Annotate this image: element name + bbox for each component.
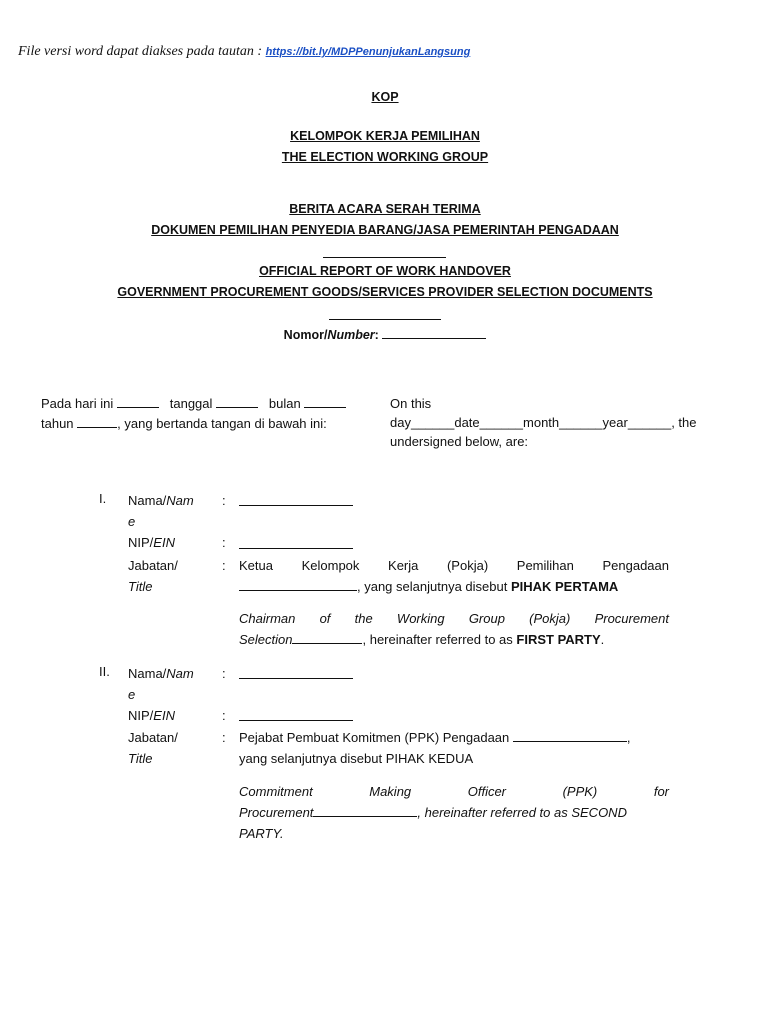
party2-title-label: Jabatan/ Title <box>128 730 178 766</box>
group-title-en: THE ELECTION WORKING GROUP <box>281 150 489 164</box>
doc-title-en-1: OFFICIAL REPORT OF WORK HANDOVER <box>259 264 511 278</box>
party1-number: I. <box>99 491 107 506</box>
word-file-note <box>18 44 470 60</box>
number-blank <box>382 327 486 339</box>
party2-nip-label: NIP/EIN <box>128 708 175 723</box>
doc-title-id-1: BERITA ACARA SERAH TERIMA <box>289 202 481 216</box>
party1-nip-field[interactable] <box>239 548 353 549</box>
intro-en: On this day______date______month______year______, the undersigned below, are: <box>390 396 697 449</box>
party1-nip-label: NIP/EIN <box>128 535 175 550</box>
doc-title-en-2: GOVERNMENT PROCUREMENT GOODS/SERVICES PROVIDER SELECTION DOCUMENTS <box>117 285 653 299</box>
party2-position-id-line2: yang selanjutnya disebut PIHAK KEDUA <box>239 751 474 766</box>
party1-name-label: Nama/Nam e <box>128 493 194 529</box>
party1-name-field[interactable] <box>239 505 353 506</box>
title-id-blank <box>323 257 446 258</box>
party1-title-label: Jabatan/ Title <box>128 558 178 594</box>
intro-id: Pada hari ini tanggal bulan tahun , yang bertanda tangan di bawah ini: <box>41 394 381 434</box>
kop-heading: KOP <box>371 90 399 104</box>
party1-position-en-line2: Selection , hereinafter referred to as FIRST PARTY. <box>239 632 605 647</box>
title-en-blank <box>329 319 441 320</box>
group-title-id: KELOMPOK KERJA PEMILIHAN <box>290 129 480 143</box>
party2-position-id-line1: Pejabat Pembuat Komitmen (PPK) Pengadaan , <box>239 730 631 745</box>
word-file-link[interactable]: https://bit.ly/MDPPenunjukanLangsung <box>265 46 471 58</box>
doc-title-id-2: DOKUMEN PEMILIHAN PENYEDIA BARANG/JASA PEMERINTAH PENGADAAN <box>151 223 619 237</box>
party1-position-id-line1: Ketua Kelompok Kerja (Pokja) Pemilihan Pengadaan <box>239 558 669 573</box>
party2-name-label: Nama/Nam e <box>128 666 194 702</box>
party2-position-en-line3: PARTY. <box>239 826 284 841</box>
party2-position-en-line2: Procurement , hereinafter referred to as SECOND <box>239 805 627 820</box>
party2-position-en-line1: Commitment Making Officer (PPK) for <box>239 784 669 799</box>
document-number: Nomor/Number: <box>0 327 770 342</box>
party2-nip-field[interactable] <box>239 720 353 721</box>
party2-number: II. <box>99 664 110 679</box>
note-text: File versi word dapat diakses pada tautan : <box>18 44 266 59</box>
party1-position-id-line2: , yang selanjutnya disebut PIHAK PERTAMA <box>239 576 618 597</box>
party2-name-field[interactable] <box>239 678 353 679</box>
party1-position-en-line1: Chairman of the Working Group (Pokja) Procurement <box>239 611 669 626</box>
